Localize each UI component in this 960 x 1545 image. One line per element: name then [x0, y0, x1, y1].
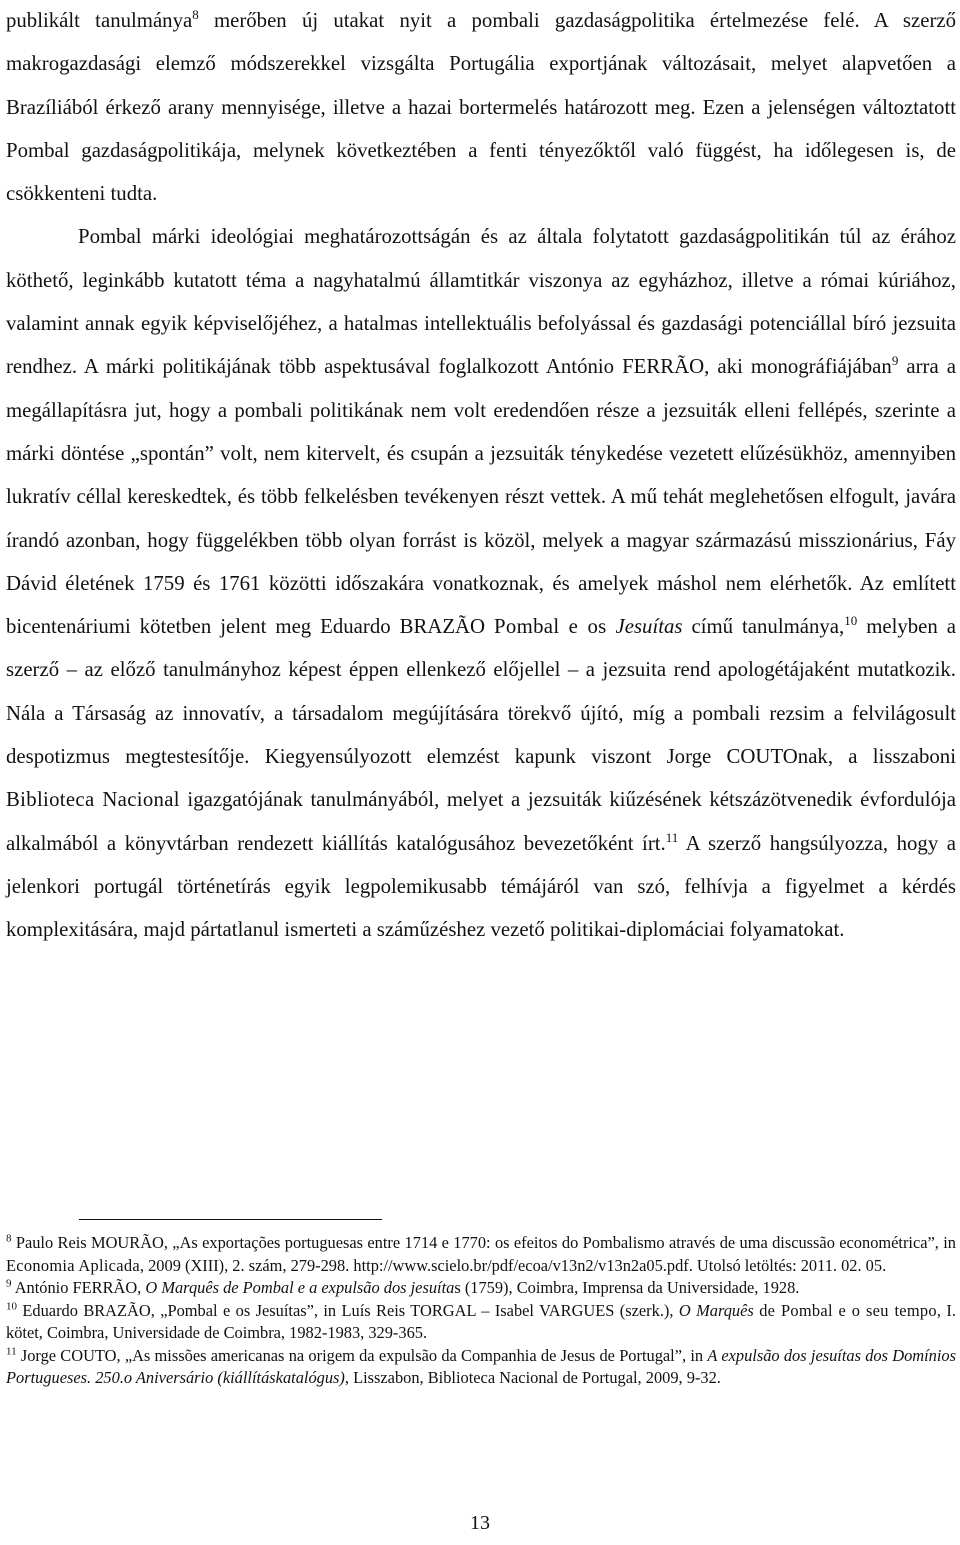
text-run: melyben a szerző – az előző tanulmányhoz képest éppen ellenkező előjellel – a jezsuita rend apologétájaként mutatkozik. Nála a Társaság az innovatív, a társadalom megújítására törekvő újító, míg a pombali rezsim a felvilágosult despotizmus megtestesítője. Kiegyensúlyozott elemzést kapunk viszont Jorge COUTOnak, a lisszaboni: [6, 615, 956, 769]
body-text: [6, 0, 956, 952]
text-run: António FERRÃO,: [11, 1278, 146, 1297]
footnote-marker: 8: [192, 7, 199, 23]
text-run: merőben új utakat nyit a pombali gazdaságpolitika értelmezése felé. A szerző makrogazdasági elemző módszerekkel vizsgálta Portugália exportjának változásait, melyet alapvetően a Brazíliából érkező arany mennyisége, illetve a hazai bortermelés határozott meg. Ezen a jelenségen változtatott Pombal gazdaságpolitikája, melynek következtében a fenti tényezőktől való függést, ha időlegesen is, de csökkenteni tudta.: [6, 9, 956, 206]
footnote-marker: 9: [6, 1277, 12, 1290]
italic-text: Jesuítas: [615, 615, 683, 639]
text-run: Paulo Reis MOURÃO, „As exportações portuguesas entre 1714 e 1770: os efeitos do Pombalismo através de uma discussão econométrica”, in: [11, 1233, 956, 1252]
text-run: igazgatójának tanulmányából, melyet a jezsuiták kiűzésének kétszázötvenedik évfordulója alkalmából a könyvtárban rendezett kiállítás katalógusához bevezetőként írt.: [6, 788, 956, 855]
footnote-marker: 10: [844, 613, 858, 629]
text-run: [607, 615, 616, 638]
text-run: s (1759), Coimbra, Imprensa da Universidade, 1928.: [454, 1278, 800, 1297]
text-run: Pombal márki ideológiai meghatározottságán és az általa folytatott gazdaságpolitikán túl az érához köthető, leginkább kutatott téma a nagyhatalmú államtitkár viszonya az egyházhoz, illetve a római kúriához, valamint annak egyik képviselőjéhez, a hatalmas intellektuális befolyással és gazdasági potenciállal bíró jezsuita rendhez. A márki politikájának több aspektusával foglalkozott António FERRÃO, aki monográfiájában: [6, 225, 956, 379]
footnotes: [6, 1232, 956, 1390]
italic-text: O Marquês de Pombal e a expulsão dos jesuíta: [145, 1278, 455, 1297]
text-run: Eduardo BRAZÃO, „Pombal e os Jesuítas”, in Luís Reis TORGAL – Isabel VARGUES (szerk.),: [17, 1300, 679, 1320]
paragraph: [6, 215, 956, 951]
footnote-separator: [79, 1219, 382, 1220]
footnote-marker: 8: [6, 1232, 12, 1245]
footnote-marker: 11: [665, 829, 679, 845]
italic-text: O Marquês: [678, 1300, 754, 1320]
text-run: publikált tanulmánya: [6, 9, 193, 32]
italic-text: A expulsão dos jesuítas dos Domínios Portugueses. 250.o Aniversário (kiállításkatalógus): [6, 1345, 956, 1387]
footnote: [6, 1300, 956, 1345]
text-run: Jorge COUTO, „As missões americanas na origem da expulsão da Companhia de Jesus de Portugal”, in: [16, 1345, 708, 1365]
page-number: 13: [470, 1512, 490, 1534]
footnote: [6, 1277, 956, 1300]
title-text: Pombal e os: [494, 615, 607, 639]
footnote-marker: 11: [6, 1345, 17, 1358]
text-run: A szerző hangsúlyozza, hogy a jelenkori portugál történetírás egyik legpolemikusabb témájáról van szó, felhívja a figyelmet a kérdés komplexitására, majd pártatlanul ismerteti a száműzéshez vezető politikai-diplomáciai folyamatokat.: [6, 831, 956, 942]
footnote-marker: 10: [6, 1300, 17, 1313]
title-text: Biblioteca Nacional: [6, 788, 180, 812]
text-run: , I. kötet, Coimbra, Universidade de Coimbra, 1982-1983, 329-365.: [6, 1300, 956, 1342]
footnote: [6, 1345, 956, 1390]
text-run: arra a megállapításra jut, hogy a pombali politikának nem volt eredendően része a jezsuiták elleni fellépés, szerinte a márki döntése „spontán” volt, nem kitervelt, és csupán a jezsuiták ténykedése vezetett elűzésükhöz, amennyiben lukratív céllal kereskedtek, és több felkelésben tevékenyen részt vettek. A mű tehát meglehetősen elfogult, javára írandó azonban, hogy függelékben több olyan forrást is közöl, melyek a magyar származású misszionárius, Fáy Dávid életének 1759 és 1761 közötti időszakára vonatkoznak, és amelyek máshol nem elérhetők. Az említett bicentenáriumi kötetben jelent meg Eduardo BRAZÃO: [6, 355, 956, 639]
paragraph: [6, 0, 956, 215]
footnote-marker: 9: [891, 353, 899, 369]
footnote: [6, 1232, 956, 1277]
title-text: Economia Aplicada: [6, 1255, 140, 1275]
text-run: című tanulmánya,: [682, 615, 845, 639]
title-text: de Pombal e o seu tempo: [759, 1300, 937, 1320]
text-run: , 2009 (XIII), 2. szám, 279-298. http://www.scielo.br/pdf/ecoa/v13n2/v13n2a05.pdf. Utolsó letöltés: 2011. 02. 05.: [139, 1255, 887, 1275]
text-run: , Lisszabon, Biblioteca Nacional de Portugal, 2009, 9-32.: [344, 1368, 721, 1387]
